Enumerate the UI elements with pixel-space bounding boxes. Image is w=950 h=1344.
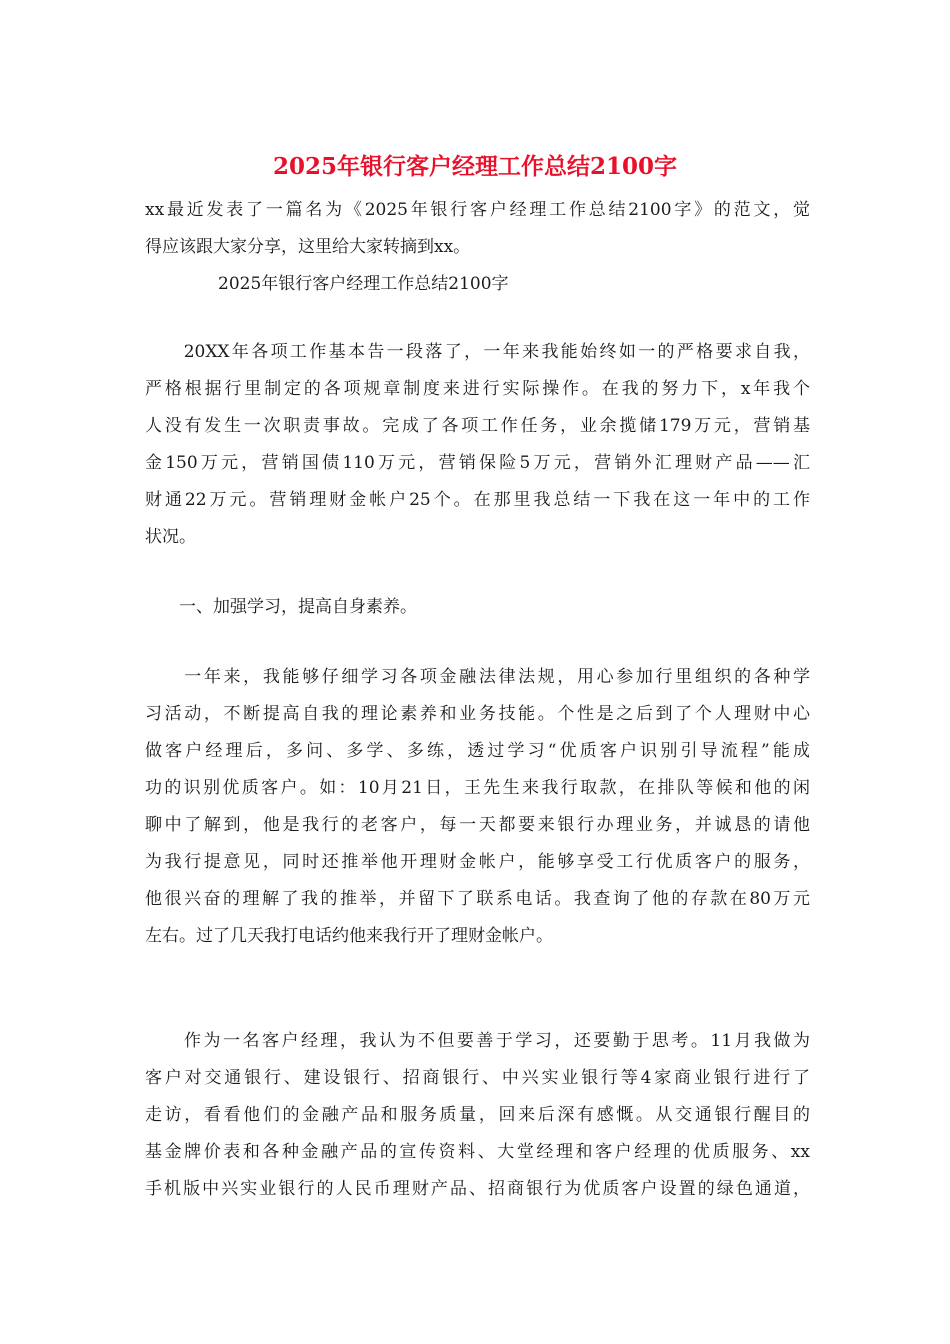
paragraph-line: 功的识别优质客户。如：10月21日，王先生来我行取款，在排队等候和他的闲 [145,778,810,798]
paragraph-line: 基金牌价表和各种金融产品的宣传资料、大堂经理和客户经理的优质服务、xx [145,1142,810,1162]
paragraph-line: 习活动，不断提高自我的理论素养和业务技能。个性是之后到了个人理财中心 [145,704,810,724]
paragraph-line: 人没有发生一次职责事故。完成了各项工作任务，业余揽储179万元，营销基 [145,416,810,436]
document-title: 2025年银行客户经理工作总结2100字 [272,153,678,180]
paragraph-line: 财通22万元。营销理财金帐户25个。在那里我总结一下我在这一年中的工作 [145,490,810,510]
intro-line: xx最近发表了一篇名为《2025年银行客户经理工作总结2100字》的范文，觉 [145,200,810,220]
paragraph-line: 作为一名客户经理，我认为不但要善于学习，还要勤于思考。11月我做为 [145,1031,810,1051]
paragraph-line: 20XX年各项工作基本告一段落了，一年来我能始终如一的严格要求自我， [145,342,810,362]
paragraph-line: 金150万元，营销国债110万元，营销保险5万元，营销外汇理财产品——汇 [145,453,810,473]
document-subtitle: 2025年银行客户经理工作总结2100字 [218,274,509,294]
paragraph-line: 一年来，我能够仔细学习各项金融法律法规，用心参加行里组织的各种学 [145,667,810,687]
paragraph-line: 状况。 [145,527,196,547]
paragraph-line: 手机版中兴实业银行的人民币理财产品、招商银行为优质客户设置的绿色通道， [145,1179,810,1199]
paragraph-line: 走访，看看他们的金融产品和服务质量，回来后深有感慨。从交通银行醒目的 [145,1105,810,1125]
paragraph-line: 严格根据行里制定的各项规章制度来进行实际操作。在我的努力下，x年我个 [145,379,810,399]
section-heading: 一、加强学习，提高自身素养。 [145,597,417,617]
paragraph-line: 他很兴奋的理解了我的推举，并留下了联系电话。我查询了他的存款在80万元 [145,889,810,909]
paragraph-line: 为我行提意见，同时还推举他开理财金帐户，能够享受工行优质客户的服务， [145,852,810,872]
paragraph-line: 左右。过了几天我打电话约他来我行开了理财金帐户。 [145,926,553,946]
paragraph-line: 客户对交通银行、建设银行、招商银行、中兴实业银行等4家商业银行进行了 [145,1068,810,1088]
paragraph-line: 聊中了解到，他是我行的老客户，每一天都要来银行办理业务，并诚恳的请他 [145,815,810,835]
intro-line: 得应该跟大家分享，这里给大家转摘到xx。 [145,237,471,257]
paragraph-line: 做客户经理后，多问、多学、多练，透过学习“优质客户识别引导流程”能成 [145,741,810,761]
